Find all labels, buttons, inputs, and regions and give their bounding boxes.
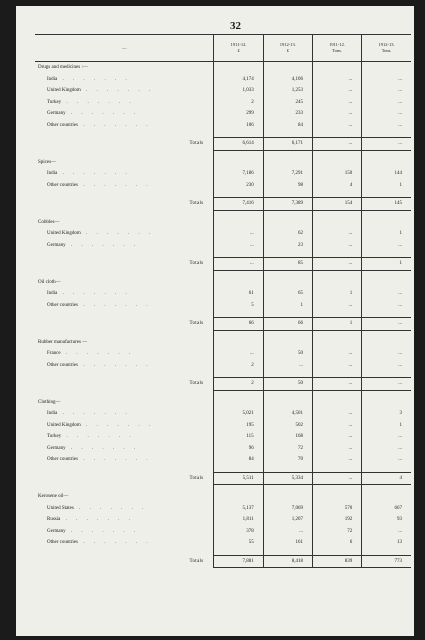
value-cell: 65	[263, 288, 312, 300]
value-cell: 144	[362, 168, 411, 180]
row-label: Totals	[189, 321, 204, 327]
section-label: Rubber manufactures —	[38, 339, 88, 345]
value-cell: 2	[214, 360, 263, 372]
value-cell: ...	[312, 454, 361, 466]
value-cell	[214, 277, 263, 289]
value-cell: 150	[312, 168, 361, 180]
value-cell: 168	[263, 431, 312, 443]
value-cell: ...	[312, 360, 361, 372]
leader-dots: . . . . . . .	[57, 411, 131, 417]
row-label: India	[47, 411, 58, 417]
row-label: Totals	[189, 381, 204, 387]
value-cell: ...	[312, 240, 361, 252]
value-cell	[214, 62, 263, 74]
value-cell: 7,881	[214, 555, 263, 568]
value-cell: ...	[312, 85, 361, 97]
value-cell	[362, 62, 411, 74]
value-cell	[214, 157, 263, 169]
leader-dots: . . . . . . .	[60, 517, 134, 523]
row-label: Germany	[47, 111, 66, 117]
value-cell: 1	[312, 288, 361, 300]
value-cell	[214, 397, 263, 409]
page-number: 32	[230, 20, 241, 32]
value-cell: ...	[362, 454, 411, 466]
column-header: 1911-12. Tons.	[312, 35, 361, 62]
table-row	[35, 228, 411, 240]
value-cell: 106	[214, 120, 263, 132]
section-heading-row	[35, 157, 411, 169]
value-cell: ...	[312, 74, 361, 86]
value-cell: 1	[362, 228, 411, 240]
value-cell: ...	[362, 138, 411, 151]
row-label: United Kingdom	[47, 88, 81, 94]
leader-dots: . . . . . . .	[77, 122, 152, 128]
table-row	[35, 240, 411, 252]
row-label: Other countries	[47, 182, 78, 188]
value-cell	[263, 337, 312, 349]
row-label: United Kingdom	[47, 231, 81, 237]
value-cell	[263, 491, 312, 503]
value-cell: 8,418	[263, 555, 312, 568]
value-cell: ...	[362, 108, 411, 120]
value-cell: 839	[312, 555, 361, 568]
value-cell: 55	[214, 537, 263, 549]
value-cell: 96	[214, 443, 263, 455]
value-cell: 6,171	[263, 138, 312, 151]
row-label: Germany	[47, 528, 66, 534]
section-heading-row	[35, 277, 411, 289]
value-cell: ...	[362, 431, 411, 443]
value-cell: 23	[263, 240, 312, 252]
leader-dots: . . . . . . .	[57, 76, 131, 82]
section-label: Spices—	[38, 159, 57, 165]
value-cell: 145	[362, 198, 411, 211]
value-cell: ...	[362, 288, 411, 300]
row-label: Turkey	[47, 99, 62, 105]
row-label: India	[47, 291, 58, 297]
value-cell: 230	[214, 180, 263, 192]
value-cell: 1,253	[263, 85, 312, 97]
value-cell	[214, 217, 263, 229]
table-row	[35, 503, 411, 515]
value-cell: 84	[214, 454, 263, 466]
totals-row	[35, 555, 411, 568]
totals-row	[35, 198, 411, 211]
leader-dots: . . . . . . .	[73, 505, 148, 511]
value-cell: 98	[263, 180, 312, 192]
value-cell: 6	[312, 537, 361, 549]
value-cell: 4,501	[263, 408, 312, 420]
value-cell: 62	[263, 228, 312, 240]
value-cell: 13	[362, 537, 411, 549]
row-label: India	[47, 171, 58, 177]
value-cell: 667	[362, 503, 411, 515]
value-cell: 378	[214, 526, 263, 538]
value-cell: ...	[312, 97, 361, 109]
value-cell: 66	[214, 318, 263, 331]
table-row	[35, 408, 411, 420]
table-row	[35, 168, 411, 180]
section-label: Cobbles—	[38, 219, 60, 225]
value-cell: ...	[362, 526, 411, 538]
value-cell	[312, 337, 361, 349]
value-cell: ...	[362, 85, 411, 97]
section-label: Oil cloth—	[38, 279, 61, 285]
row-label: Germany	[47, 242, 66, 248]
table-row	[35, 431, 411, 443]
trade-table	[35, 34, 411, 568]
row-label: Other countries	[47, 457, 78, 463]
value-cell: ...	[362, 360, 411, 372]
value-cell	[214, 337, 263, 349]
value-cell: ...	[263, 360, 312, 372]
row-label: United Kingdom	[47, 422, 81, 428]
value-cell: ...	[362, 97, 411, 109]
value-cell	[263, 62, 312, 74]
value-cell: ...	[312, 420, 361, 432]
leader-dots: . . . . . . .	[77, 362, 152, 368]
value-cell: ...	[362, 348, 411, 360]
table-row	[35, 360, 411, 372]
value-cell: 72	[312, 526, 361, 538]
section-label: Clothing—	[38, 399, 61, 405]
section-heading-row	[35, 217, 411, 229]
value-cell	[362, 277, 411, 289]
table-row	[35, 108, 411, 120]
value-cell: ...	[312, 348, 361, 360]
section-heading-row	[35, 491, 411, 503]
value-cell: 245	[263, 97, 312, 109]
leader-dots: . . . . . . .	[65, 111, 140, 117]
table-row	[35, 537, 411, 549]
value-cell: ...	[312, 120, 361, 132]
value-cell: ...	[362, 378, 411, 391]
section-heading-row	[35, 62, 411, 74]
value-cell: 570	[312, 503, 361, 515]
value-cell: ...	[362, 300, 411, 312]
value-cell: 72	[263, 443, 312, 455]
value-cell: 50	[263, 378, 312, 391]
table-header-row	[35, 35, 411, 62]
value-cell	[362, 157, 411, 169]
value-cell: 4,106	[263, 74, 312, 86]
leader-dots: . . . . . . .	[80, 88, 155, 94]
leader-dots: . . . . . . .	[77, 457, 152, 463]
value-cell: ...	[312, 431, 361, 443]
totals-row	[35, 472, 411, 485]
value-cell	[312, 397, 361, 409]
leader-dots: . . . . . . .	[77, 302, 152, 308]
value-cell: ...	[214, 228, 263, 240]
totals-row	[35, 138, 411, 151]
row-label: Other countries	[47, 122, 78, 128]
row-label: Turkey	[47, 434, 62, 440]
leader-dots: . . . . . . .	[80, 422, 155, 428]
value-cell	[362, 491, 411, 503]
value-cell: 1,207	[263, 514, 312, 526]
row-label: Russia	[47, 517, 61, 523]
value-cell: 6,614	[214, 138, 263, 151]
leader-dots: . . . . . . .	[80, 231, 155, 237]
value-cell: 5	[214, 300, 263, 312]
leader-dots: . . . . . . .	[60, 351, 135, 357]
value-cell: 773	[362, 555, 411, 568]
leader-dots: . . . . . . .	[65, 242, 140, 248]
row-label: India	[47, 76, 58, 82]
value-cell: ...	[312, 138, 361, 151]
row-label: United States	[47, 505, 74, 511]
value-cell: ...	[214, 258, 263, 271]
value-cell: 1,033	[214, 85, 263, 97]
value-cell: 7,291	[263, 168, 312, 180]
section-label: Kerosene oil—	[38, 494, 69, 500]
value-cell: ...	[312, 108, 361, 120]
value-cell	[362, 397, 411, 409]
value-cell: 7,416	[214, 198, 263, 211]
value-cell: ...	[362, 120, 411, 132]
value-cell: 5,137	[214, 503, 263, 515]
value-cell	[362, 217, 411, 229]
value-cell: ...	[312, 258, 361, 271]
header-label: —	[35, 35, 214, 62]
value-cell: 1	[263, 300, 312, 312]
column-header: 1912-13. Tons.	[362, 35, 411, 62]
value-cell: ...	[312, 472, 361, 485]
row-label: Germany	[47, 445, 66, 451]
leader-dots: . . . . . . .	[65, 528, 140, 534]
value-cell: 1	[362, 258, 411, 271]
value-cell	[312, 62, 361, 74]
value-cell: ...	[362, 443, 411, 455]
value-cell: 2	[214, 378, 263, 391]
value-cell: ...	[312, 378, 361, 391]
value-cell	[263, 397, 312, 409]
leader-dots: . . . . . . .	[65, 445, 140, 451]
leader-dots: . . . . . . .	[57, 171, 131, 177]
table-body	[35, 62, 411, 568]
totals-row	[35, 258, 411, 271]
value-cell: ...	[312, 408, 361, 420]
value-cell: 85	[263, 258, 312, 271]
row-label: Totals	[189, 261, 204, 267]
value-cell: 4	[362, 472, 411, 485]
value-cell	[312, 157, 361, 169]
value-cell	[214, 491, 263, 503]
table-row	[35, 443, 411, 455]
value-cell: 3	[362, 408, 411, 420]
table-row	[35, 526, 411, 538]
leader-dots: . . . . . . .	[61, 99, 135, 105]
value-cell: ...	[214, 240, 263, 252]
value-cell: 7,389	[263, 198, 312, 211]
table-row	[35, 514, 411, 526]
value-cell: 1	[362, 420, 411, 432]
table-row	[35, 180, 411, 192]
value-cell: ...	[312, 300, 361, 312]
value-cell: 4	[312, 180, 361, 192]
value-cell: ...	[214, 348, 263, 360]
table-row	[35, 300, 411, 312]
value-cell	[312, 217, 361, 229]
totals-row	[35, 318, 411, 331]
leader-dots: . . . . . . .	[77, 182, 152, 188]
value-cell: 84	[263, 120, 312, 132]
value-cell: 61	[214, 288, 263, 300]
value-cell: ...	[312, 443, 361, 455]
value-cell: 115	[214, 431, 263, 443]
value-cell: 5,334	[263, 472, 312, 485]
row-label: Totals	[189, 201, 204, 207]
value-cell: ...	[362, 74, 411, 86]
value-cell: 5,021	[214, 408, 263, 420]
value-cell: 7,186	[214, 168, 263, 180]
value-cell	[263, 217, 312, 229]
value-cell: 7,069	[263, 503, 312, 515]
value-cell	[312, 277, 361, 289]
value-cell	[263, 157, 312, 169]
value-cell: 93	[362, 514, 411, 526]
row-label: Totals	[189, 558, 204, 564]
section-heading-row	[35, 397, 411, 409]
table-row	[35, 420, 411, 432]
value-cell: ...	[362, 318, 411, 331]
value-cell: 70	[263, 454, 312, 466]
table-row	[35, 288, 411, 300]
value-cell: 5,511	[214, 472, 263, 485]
value-cell: 502	[263, 420, 312, 432]
section-heading-row	[35, 337, 411, 349]
column-header: 1912-13. £	[263, 35, 312, 62]
value-cell: 192	[312, 514, 361, 526]
value-cell: 195	[214, 420, 263, 432]
row-label: Other countries	[47, 540, 78, 546]
value-cell: 2	[214, 97, 263, 109]
value-cell	[312, 491, 361, 503]
table-row	[35, 348, 411, 360]
table-row	[35, 97, 411, 109]
totals-row	[35, 378, 411, 391]
column-header: 1911-12. £	[214, 35, 263, 62]
leader-dots: . . . . . . .	[61, 434, 135, 440]
row-label: Totals	[189, 475, 204, 481]
value-cell: ...	[362, 240, 411, 252]
leader-dots: . . . . . . .	[57, 291, 131, 297]
section-label: Drugs and medicines :—	[38, 65, 88, 71]
table-row	[35, 454, 411, 466]
value-cell: 161	[263, 537, 312, 549]
table-row	[35, 74, 411, 86]
row-label: France	[47, 351, 61, 357]
value-cell: 4,174	[214, 74, 263, 86]
value-cell: 1,811	[214, 514, 263, 526]
row-label: Other countries	[47, 302, 78, 308]
row-label: Other countries	[47, 362, 78, 368]
value-cell: 233	[263, 108, 312, 120]
value-cell: 1	[312, 318, 361, 331]
value-cell: 1	[362, 180, 411, 192]
row-label: Totals	[189, 141, 204, 147]
value-cell: ...	[263, 526, 312, 538]
table-row	[35, 85, 411, 97]
value-cell: 154	[312, 198, 361, 211]
value-cell: ...	[312, 228, 361, 240]
value-cell: 50	[263, 348, 312, 360]
value-cell	[362, 337, 411, 349]
value-cell	[263, 277, 312, 289]
table-row	[35, 120, 411, 132]
value-cell: 299	[214, 108, 263, 120]
leader-dots: . . . . . . .	[77, 540, 152, 546]
value-cell: 66	[263, 318, 312, 331]
